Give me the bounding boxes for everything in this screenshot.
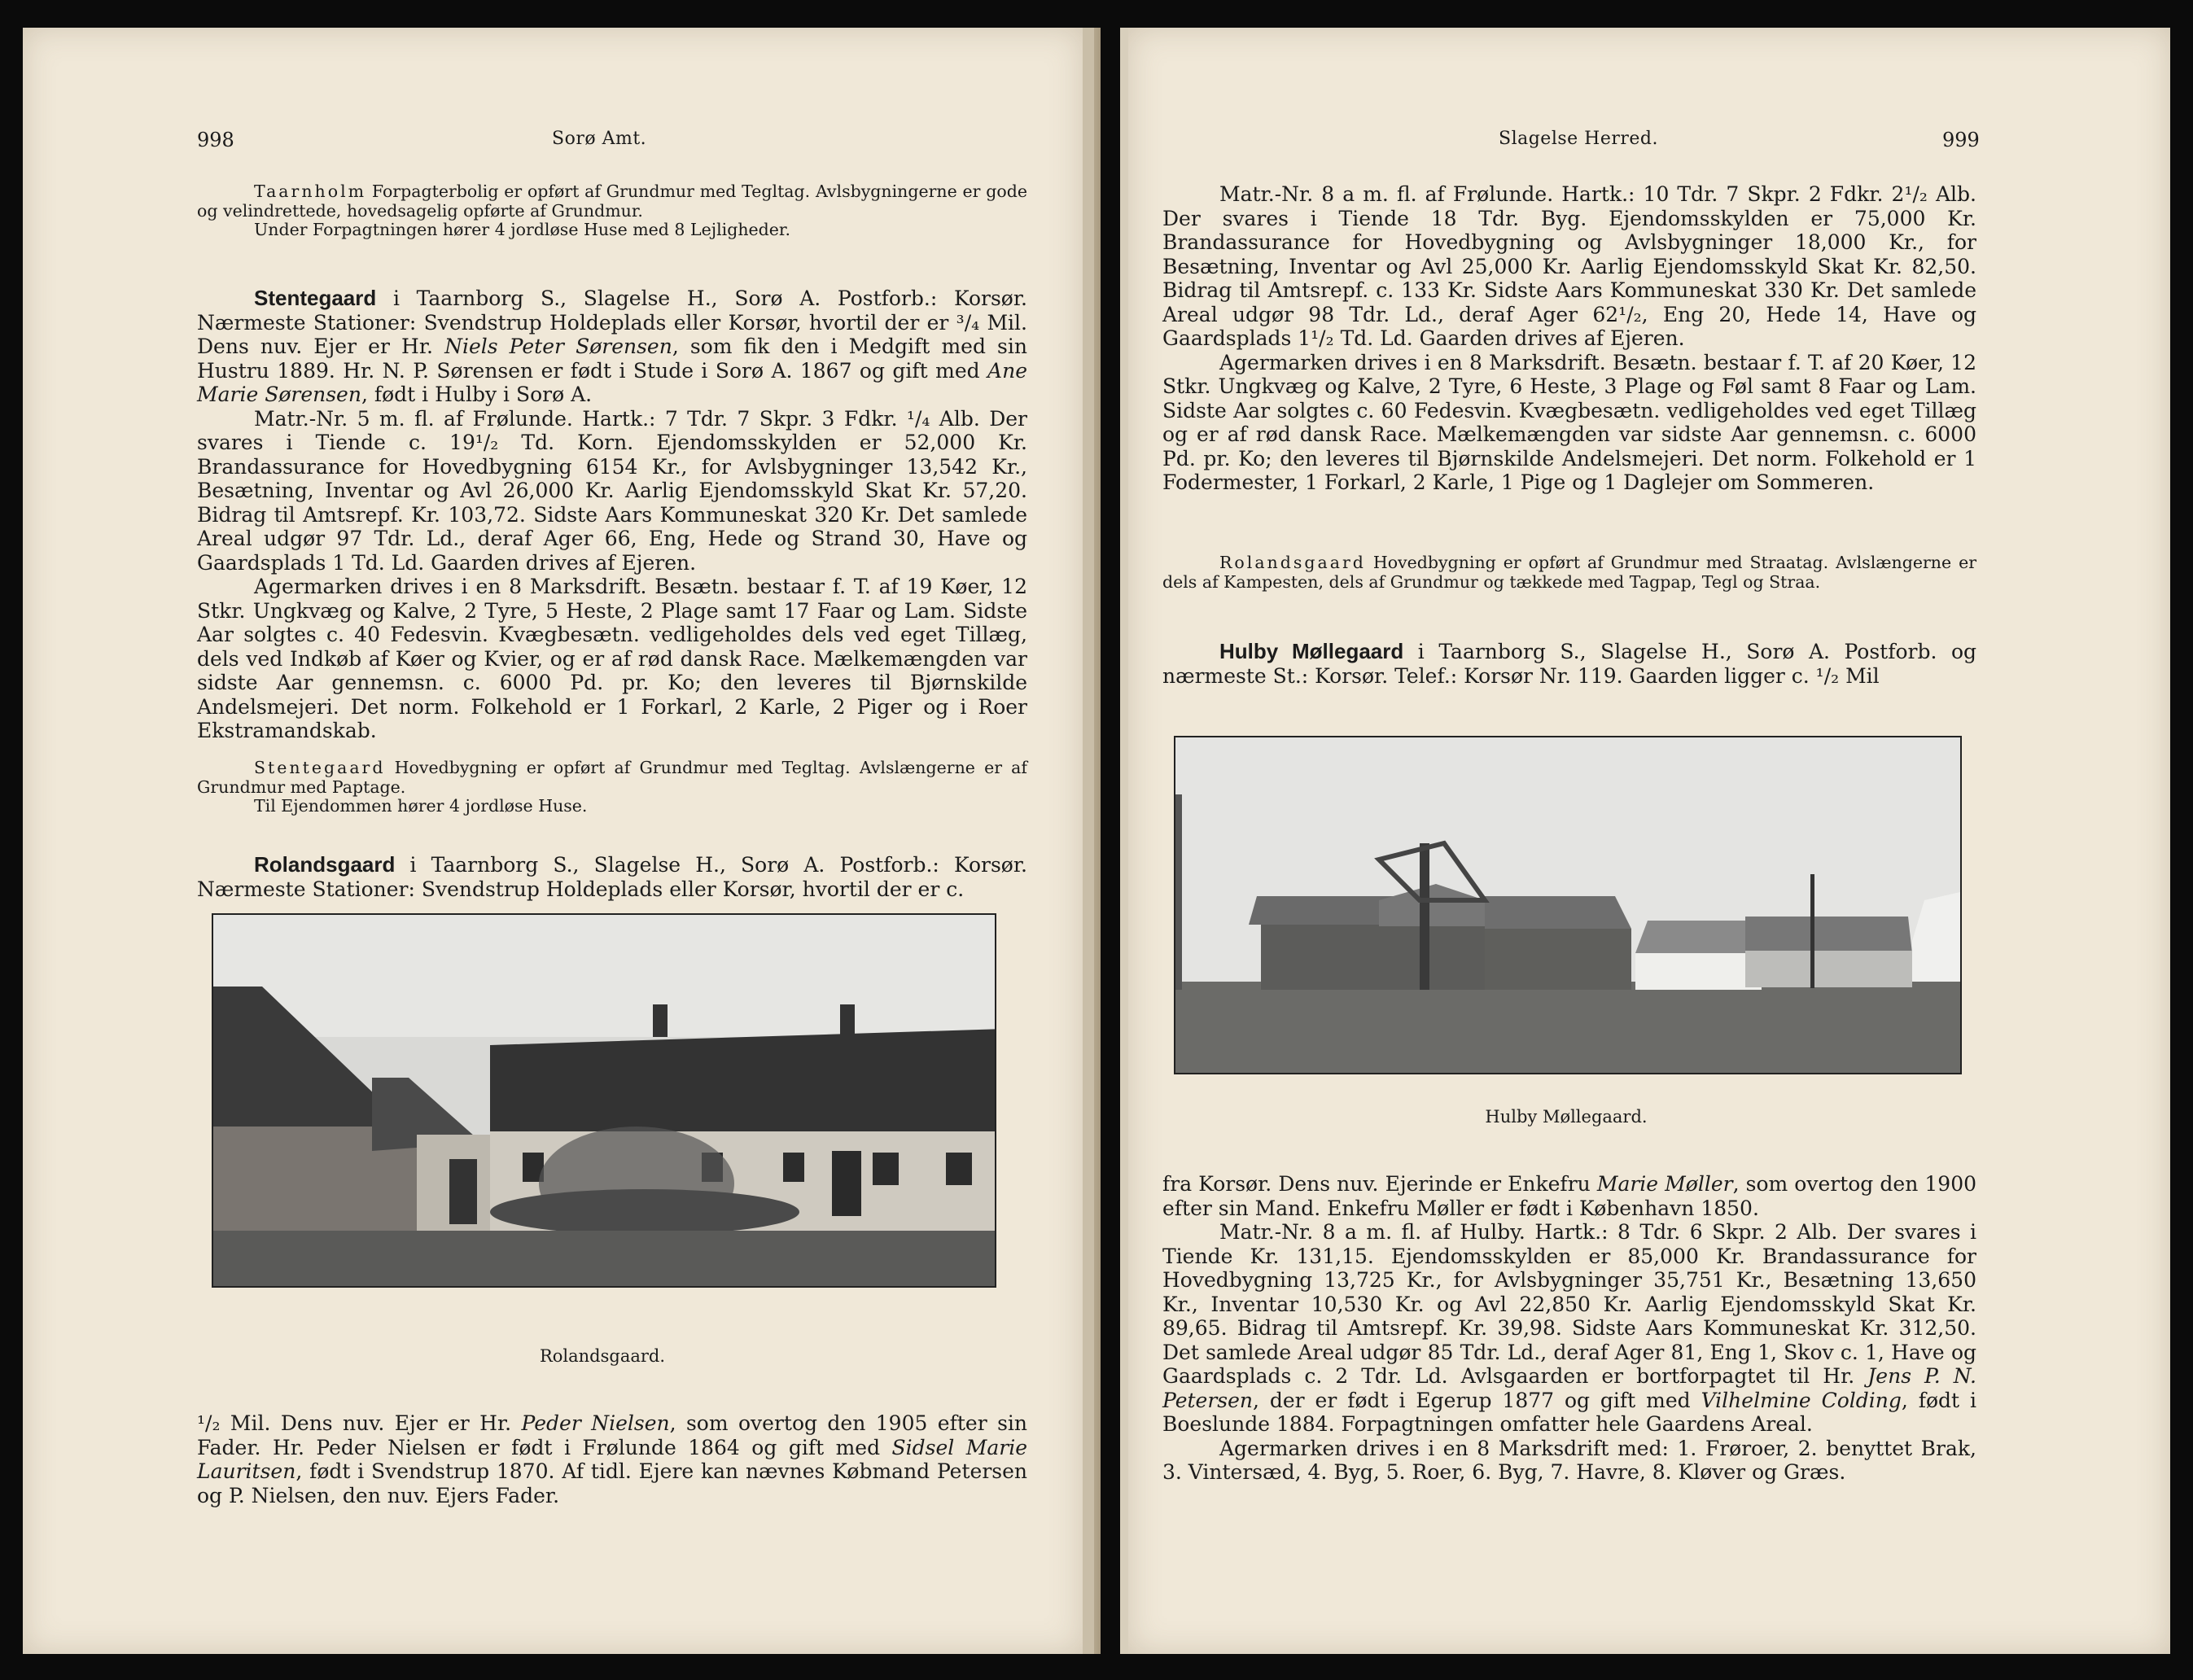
note-name: Stentegaard [254, 758, 386, 777]
running-head: Sorø Amt. [552, 129, 647, 149]
entry-paragraph: Matr.-Nr. 8 a m. fl. af Frølunde. Hartk.: 10 Tdr. 7 Skpr. 2 Fdkr. 2¹/₂ Alb. Der svares i Tiende 18 Tdr. Byg. Ejendomsskylden er 75,000 Kr. Brandassurance for Hovedbygning og Avlsbygninger 18,000 Kr., for Besætning, Inventar og Avl 25,000 Kr. Aarlig Ejendomsskyld Skat Kr. 82,50. Bidrag til Amtsrepf. c. 133 Kr. Sidste Aars Kommuneskat 330 Kr. Det samlede Areal udgør 98 Tdr. Ld., deraf Ager 62¹/₂, Eng 20, Hede 14, Have og Gaardsplads 1¹/₂ Td. Ld. Gaarden drives af Ejeren. [1162, 182, 1976, 350]
entry-text: , født i Boeslunde 1884. Forpagtningen omfatter hele Gaardens Areal. [1162, 1388, 1976, 1436]
note-rolandsgaard [1162, 553, 1976, 592]
running-head: Slagelse Herred. [1499, 129, 1658, 149]
entry-text: , født i Hulby i Sorø A. [361, 383, 593, 406]
entry-heading: Rolandsgaard [254, 852, 396, 877]
right-page [1120, 28, 2170, 1654]
note-text: Hovedbygning er opført af Grundmur med Tegltag. Avlslængerne er af Grundmur med Paptage. [197, 758, 1027, 797]
entry-text: fra Korsør. Dens nuv. Ejerinde er Enkefru [1162, 1172, 1597, 1196]
entry-text: i Taarnborg S., Slagelse H., Sorø A. Postforb. og nærmeste St.: Korsør. Telef.: Korsør Nr. 119. Gaarden ligger c. ¹/₂ Mil [1162, 640, 1976, 688]
entry-paragraph: Matr.-Nr. 5 m. fl. af Frølunde. Hartk.: 7 Tdr. 7 Skpr. 3 Fdkr. ¹/₄ Alb. Der svares i Tiende c. 19¹/₂ Td. Korn. Ejendomsskylden er 52,000 Kr. Brandassurance for Hovedbygning 6154 Kr., for Avlsbygninger 13,542 Kr., Besætning, Inventar og Avl 26,000 Kr. Aarlig Ejendomsskyld Skat Kr. 57,20. Bidrag til Amtsrepf. Kr. 103,72. Sidste Aars Kommuneskat 320 Kr. Det samlede Areal udgør 97 Tdr. Ld., deraf Ager 66, Eng, Hede og Strand 30, Have og Gaardsplads 1 Td. Ld. Gaarden drives af Ejeren. [197, 406, 1027, 575]
page-number: 999 [1942, 129, 1980, 151]
entry-text: , som overtog den 1905 efter sin Fader. Hr. Peder Nielsen er født i Frølunde 1864 og gift med [197, 1411, 1028, 1459]
entry-paragraph: Agermarken drives i en 8 Marksdrift med: 1. Frøroer, 2. benyttet Brak, 3. Vintersæd, 4. Byg, 5. Roer, 6. Byg, 7. Havre, 8. Kløver og Græs. [1162, 1436, 1976, 1484]
note-stentegaard [197, 759, 1027, 816]
entry-text: , som overtog den 1900 efter sin Mand. Enkefru Møller er født i København 1850. [1162, 1172, 1977, 1220]
owner-name: Marie Møller [1596, 1172, 1733, 1196]
entry-stentegaard [197, 287, 1027, 743]
note-line: Under Forpagtningen hører 4 jordløse Huse med 8 Lejligheder. [254, 220, 790, 239]
entry-paragraph: Agermarken drives i en 8 Marksdrift. Besætn. bestaar f. T. af 19 Køer, 12 Stkr. Ungkvæg og Kalve, 2 Tyre, 5 Heste, 2 Plage samt 17 Faar og Lam. Sidste Aar solgtes c. 40 Fedesvin. Kvægbesætn. vedligeholdes dels ved eget Tillæg, dels ved Indkøb af Køer og Kvier, og er af rød dansk Race. Mælkemængden var sidste Aar gennemsn. c. 6000 Pd. pr. Ko; den leveres til Bjørnskilde Andelsmejeri. Det norm. Folkehold er 1 Forkarl, 2 Karle, 2 Piger og i Roer Ekstramandskab. [197, 575, 1027, 742]
left-page [23, 28, 1094, 1654]
entry-text: , som fik den i Medgift med sin Hustru 1889. Hr. N. P. Sørensen er født i Stude i Sorø A. 1867 og gift med [197, 335, 1027, 383]
note-taarnholm [197, 182, 1027, 240]
entry-hulby-mollegaard [1162, 640, 1976, 688]
entry-text: , der er født i Egerup 1877 og gift med [1253, 1388, 1701, 1412]
entry-text: i Taarnborg S., Slagelse H., Sorø A. Postforb.: Korsør. Nærmeste Stationer: Svendstrup Holdeplads eller Korsør, hvortil der er ³/₄ Mil. Dens nuv. Ejer er Hr. [197, 287, 1027, 358]
wife-name: Sidsel Marie Lauritsen [197, 1435, 1027, 1483]
note-line: Til Ejendommen hører 4 jordløse Huse. [254, 796, 588, 816]
wife-name: Ane Marie Sørensen [197, 358, 1027, 406]
entry-hulby-mollegaard-cont [1162, 1172, 1976, 1485]
entry-heading: Stentegaard [254, 286, 377, 310]
note-name: Taarnholm [254, 182, 367, 201]
rolandsgaard-photo [212, 913, 996, 1288]
note-name: Rolandsgaard [1219, 553, 1366, 572]
entry-text: , født i Svendstrup 1870. Af tidl. Ejere kan nævnes Købmand Petersen og P. Nielsen, den nuv. Ejers Fader. [197, 1459, 1027, 1507]
note-text: Forpagterbolig er opført af Grundmur med Tegltag. Avlsbygningerne er gode og velindrettede, hovedsagelig opførte af Grundmur. [197, 182, 1027, 221]
wife-name: Vilhelmine Colding [1701, 1388, 1902, 1412]
entry-paragraph: Agermarken drives i en 8 Marksdrift. Besætn. bestaar f. T. af 20 Køer, 12 Stkr. Ungkvæg og Kalve, 2 Tyre, 6 Heste, 3 Plage og Føl samt 8 Faar og Lam. Sidste Aar solgtes c. 60 Fedesvin. Kvægbesætn. vedligeholdes ved eget Tillæg og er af rød dansk Race. Mælkemængden var sidste Aar gennemsn. c. 6000 Pd. pr. Ko; den leveres til Bjørnskilde Andelsmejeri. Det norm. Folkehold er 1 Fodermester, 1 Forkarl, 2 Karle, 1 Pige og 1 Daglejer om Sommeren. [1162, 350, 1976, 494]
entry-rolandsgaard [197, 853, 1027, 901]
entry-text: ¹/₂ Mil. Dens nuv. Ejer er Hr. [197, 1411, 522, 1435]
entry-rolandsgaard-cont [197, 1411, 1027, 1507]
owner-name: Niels Peter Sørensen [444, 335, 672, 358]
owner-name: Peder Nielsen [521, 1411, 670, 1435]
entry-rolandsgaard-details [1162, 182, 1976, 495]
note-text: Hovedbygning er opført af Grundmur med Straatag. Avlslængerne er dels af Kampesten, dels af Grundmur og tækkede med Tagpap, Tegl og Straa. [1162, 553, 1976, 592]
entry-heading: Hulby Møllegaard [1219, 639, 1404, 663]
page-number: 998 [197, 129, 234, 151]
hulby-mollegaard-photo [1174, 736, 1962, 1074]
entry-text: i Taarnborg S., Slagelse H., Sorø A. Postforb.: Korsør. Nærmeste Stationer: Svendstrup Holdeplads eller Korsør, hvortil der er c. [197, 853, 1027, 901]
photo-caption: Hulby Møllegaard. [1485, 1107, 1648, 1127]
photo-caption: Rolandsgaard. [539, 1346, 666, 1366]
tenant-name: Jens P. N. Petersen [1162, 1364, 1977, 1412]
entry-text: Matr.-Nr. 8 a m. fl. af Hulby. Hartk.: 8 Tdr. 6 Skpr. 2 Alb. Der svares i Tiende Kr. 131,15. Ejendomsskylden er 85,000 Kr. Brandassurance for Hovedbygning 13,725 Kr., for Avlsbygninger 35,751 Kr., Besætning 13,650 Kr., Inventar 10,530 Kr. og Avl 22,850 Kr. Aarlig Ejendomsskyld Skat Kr. 89,65. Bidrag til Amtsrepf. Kr. 39,98. Sidste Aars Kommuneskat Kr. 312,50. Det samlede Areal udgør 85 Tdr. Ld., deraf Ager 81, Eng 1, Skov c. 1, Have og Gaardsplads c. 2 Tdr. Ld. Avlsgaarden er bortforpagtet til Hr. [1162, 1220, 1976, 1388]
